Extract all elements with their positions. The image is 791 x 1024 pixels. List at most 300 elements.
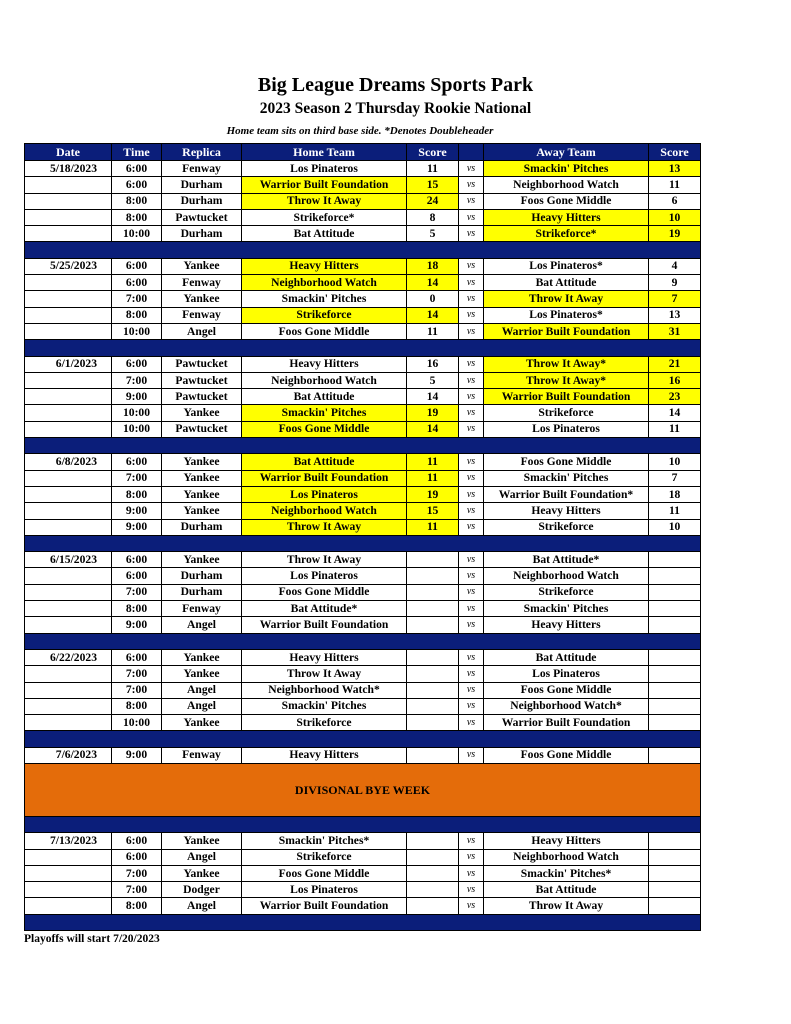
week-separator xyxy=(25,535,701,551)
home-score xyxy=(407,715,459,731)
home-score xyxy=(407,649,459,665)
game-row xyxy=(25,258,701,274)
game-time: 7:00 xyxy=(112,291,162,307)
col-home-score: Score xyxy=(407,144,459,161)
away-team: Heavy Hitters xyxy=(484,209,649,225)
game-replica: Durham xyxy=(162,519,242,535)
home-score xyxy=(407,584,459,600)
away-team: Heavy Hitters xyxy=(484,503,649,519)
home-team: Heavy Hitters xyxy=(242,356,407,372)
col-home-team: Home Team xyxy=(242,144,407,161)
game-row xyxy=(25,584,701,600)
away-team: Strikeforce xyxy=(484,405,649,421)
game-row xyxy=(25,486,701,502)
game-row xyxy=(25,161,701,177)
game-row xyxy=(25,307,701,323)
away-team: Heavy Hitters xyxy=(484,833,649,849)
game-time: 10:00 xyxy=(112,421,162,437)
week-separator xyxy=(25,731,701,747)
vs-label: vs xyxy=(459,601,484,617)
away-team: Foos Gone Middle xyxy=(484,682,649,698)
game-date: 6/22/2023 xyxy=(25,649,112,665)
home-score xyxy=(407,552,459,568)
game-time: 8:00 xyxy=(112,601,162,617)
game-replica: Yankee xyxy=(162,833,242,849)
away-score: 18 xyxy=(649,486,701,502)
home-team: Foos Gone Middle xyxy=(242,421,407,437)
away-team: Smackin' Pitches xyxy=(484,161,649,177)
away-score: 21 xyxy=(649,356,701,372)
vs-label: vs xyxy=(459,405,484,421)
game-replica: Dodger xyxy=(162,882,242,898)
game-replica: Angel xyxy=(162,898,242,914)
week-separator xyxy=(25,914,701,930)
game-time: 6:00 xyxy=(112,454,162,470)
game-date xyxy=(25,177,112,193)
home-team: Throw It Away xyxy=(242,552,407,568)
away-score: 10 xyxy=(649,454,701,470)
week-separator xyxy=(25,340,701,356)
home-team: Smackin' Pitches xyxy=(242,291,407,307)
game-replica: Yankee xyxy=(162,258,242,274)
home-score xyxy=(407,898,459,914)
game-date: 7/6/2023 xyxy=(25,747,112,763)
game-date xyxy=(25,226,112,242)
game-time: 10:00 xyxy=(112,715,162,731)
vs-label: vs xyxy=(459,177,484,193)
game-time: 10:00 xyxy=(112,405,162,421)
home-score xyxy=(407,666,459,682)
away-score xyxy=(649,552,701,568)
home-score: 14 xyxy=(407,389,459,405)
home-team: Smackin' Pitches* xyxy=(242,833,407,849)
game-row xyxy=(25,849,701,865)
game-date xyxy=(25,486,112,502)
game-replica: Angel xyxy=(162,617,242,633)
game-date xyxy=(25,209,112,225)
away-team: Smackin' Pitches* xyxy=(484,865,649,881)
game-time: 7:00 xyxy=(112,865,162,881)
game-replica: Yankee xyxy=(162,715,242,731)
col-replica: Replica xyxy=(162,144,242,161)
game-date xyxy=(25,666,112,682)
home-score: 15 xyxy=(407,503,459,519)
game-time: 8:00 xyxy=(112,486,162,502)
col-away-score: Score xyxy=(649,144,701,161)
page-subtitle: 2023 Season 2 Thursday Rookie National xyxy=(259,100,532,117)
game-date xyxy=(25,898,112,914)
game-replica: Pawtucket xyxy=(162,389,242,405)
game-date xyxy=(25,682,112,698)
game-replica: Durham xyxy=(162,226,242,242)
home-score: 19 xyxy=(407,486,459,502)
schedule-table xyxy=(24,143,701,931)
game-time: 10:00 xyxy=(112,226,162,242)
away-score xyxy=(649,865,701,881)
home-team: Bat Attitude* xyxy=(242,601,407,617)
away-score xyxy=(649,849,701,865)
game-row xyxy=(25,682,701,698)
game-row xyxy=(25,715,701,731)
game-replica: Angel xyxy=(162,849,242,865)
game-row xyxy=(25,421,701,437)
away-team: Bat Attitude xyxy=(484,649,649,665)
game-time: 6:00 xyxy=(112,568,162,584)
game-time: 10:00 xyxy=(112,323,162,339)
game-row xyxy=(25,833,701,849)
home-team: Los Pinateros xyxy=(242,161,407,177)
away-team: Throw It Away* xyxy=(484,372,649,388)
vs-label: vs xyxy=(459,833,484,849)
game-date: 6/1/2023 xyxy=(25,356,112,372)
vs-label: vs xyxy=(459,470,484,486)
game-row xyxy=(25,865,701,881)
game-row xyxy=(25,275,701,291)
away-team: Los Pinateros xyxy=(484,666,649,682)
away-team: Neighborhood Watch xyxy=(484,849,649,865)
home-team: Heavy Hitters xyxy=(242,258,407,274)
away-score xyxy=(649,747,701,763)
home-score xyxy=(407,698,459,714)
game-replica: Yankee xyxy=(162,291,242,307)
vs-label: vs xyxy=(459,258,484,274)
away-score: 11 xyxy=(649,177,701,193)
game-time: 7:00 xyxy=(112,372,162,388)
away-score: 13 xyxy=(649,161,701,177)
away-team: Neighborhood Watch xyxy=(484,177,649,193)
game-date xyxy=(25,470,112,486)
game-time: 7:00 xyxy=(112,882,162,898)
away-team: Strikeforce* xyxy=(484,226,649,242)
home-team: Throw It Away xyxy=(242,666,407,682)
away-score xyxy=(649,833,701,849)
game-row xyxy=(25,882,701,898)
vs-label: vs xyxy=(459,503,484,519)
col-away-team: Away Team xyxy=(484,144,649,161)
away-team: Los Pinateros* xyxy=(484,307,649,323)
col-date: Date xyxy=(25,144,112,161)
home-team: Neighborhood Watch xyxy=(242,275,407,291)
away-score xyxy=(649,617,701,633)
home-team: Foos Gone Middle xyxy=(242,323,407,339)
game-time: 8:00 xyxy=(112,193,162,209)
vs-label: vs xyxy=(459,682,484,698)
away-score xyxy=(649,898,701,914)
game-replica: Pawtucket xyxy=(162,209,242,225)
vs-label: vs xyxy=(459,356,484,372)
game-time: 7:00 xyxy=(112,666,162,682)
game-time: 6:00 xyxy=(112,177,162,193)
home-team: Strikeforce xyxy=(242,307,407,323)
game-time: 6:00 xyxy=(112,649,162,665)
game-row xyxy=(25,226,701,242)
away-team: Foos Gone Middle xyxy=(484,454,649,470)
vs-label: vs xyxy=(459,307,484,323)
home-team: Los Pinateros xyxy=(242,882,407,898)
game-date xyxy=(25,882,112,898)
vs-label: vs xyxy=(459,568,484,584)
game-row xyxy=(25,898,701,914)
home-score: 14 xyxy=(407,421,459,437)
away-score: 6 xyxy=(649,193,701,209)
away-score: 23 xyxy=(649,389,701,405)
playoffs-note: Playoffs will start 7/20/2023 xyxy=(24,933,160,945)
home-team: Neighborhood Watch xyxy=(242,372,407,388)
away-team: Throw It Away xyxy=(484,898,649,914)
home-score xyxy=(407,882,459,898)
home-team: Heavy Hitters xyxy=(242,747,407,763)
game-row xyxy=(25,323,701,339)
home-team: Smackin' Pitches xyxy=(242,405,407,421)
game-row xyxy=(25,389,701,405)
game-date xyxy=(25,698,112,714)
home-score xyxy=(407,682,459,698)
away-team: Smackin' Pitches xyxy=(484,470,649,486)
vs-label: vs xyxy=(459,715,484,731)
game-time: 9:00 xyxy=(112,617,162,633)
game-replica: Fenway xyxy=(162,601,242,617)
vs-label: vs xyxy=(459,617,484,633)
schedule-body xyxy=(25,161,701,931)
game-time: 7:00 xyxy=(112,584,162,600)
vs-label: vs xyxy=(459,747,484,763)
home-team: Foos Gone Middle xyxy=(242,865,407,881)
game-time: 7:00 xyxy=(112,682,162,698)
away-score xyxy=(649,715,701,731)
game-time: 6:00 xyxy=(112,161,162,177)
away-score: 10 xyxy=(649,519,701,535)
game-time: 6:00 xyxy=(112,552,162,568)
game-date: 6/15/2023 xyxy=(25,552,112,568)
game-replica: Fenway xyxy=(162,275,242,291)
away-score: 13 xyxy=(649,307,701,323)
game-row xyxy=(25,372,701,388)
vs-label: vs xyxy=(459,666,484,682)
away-score: 7 xyxy=(649,291,701,307)
game-date xyxy=(25,275,112,291)
home-team: Bat Attitude xyxy=(242,389,407,405)
home-score: 11 xyxy=(407,519,459,535)
away-score: 14 xyxy=(649,405,701,421)
game-date xyxy=(25,617,112,633)
game-date xyxy=(25,389,112,405)
game-row xyxy=(25,209,701,225)
game-time: 9:00 xyxy=(112,389,162,405)
game-date xyxy=(25,307,112,323)
game-date xyxy=(25,584,112,600)
game-row xyxy=(25,356,701,372)
game-date xyxy=(25,323,112,339)
vs-label: vs xyxy=(459,372,484,388)
away-team: Strikeforce xyxy=(484,519,649,535)
away-score: 11 xyxy=(649,421,701,437)
home-team: Neighborhood Watch xyxy=(242,503,407,519)
vs-label: vs xyxy=(459,421,484,437)
game-replica: Yankee xyxy=(162,454,242,470)
home-score xyxy=(407,865,459,881)
game-time: 8:00 xyxy=(112,698,162,714)
home-team: Strikeforce* xyxy=(242,209,407,225)
home-team: Warrior Built Foundation xyxy=(242,617,407,633)
game-date xyxy=(25,372,112,388)
game-replica: Pawtucket xyxy=(162,372,242,388)
vs-label: vs xyxy=(459,898,484,914)
away-score: 7 xyxy=(649,470,701,486)
home-score: 16 xyxy=(407,356,459,372)
vs-label: vs xyxy=(459,275,484,291)
game-time: 9:00 xyxy=(112,747,162,763)
game-replica: Yankee xyxy=(162,470,242,486)
game-replica: Yankee xyxy=(162,666,242,682)
vs-label: vs xyxy=(459,519,484,535)
page-title: Big League Dreams Sports Park xyxy=(257,74,534,96)
away-team: Bat Attitude* xyxy=(484,552,649,568)
home-score: 11 xyxy=(407,323,459,339)
game-row xyxy=(25,503,701,519)
game-row xyxy=(25,747,701,763)
home-team: Bat Attitude xyxy=(242,454,407,470)
away-score xyxy=(649,568,701,584)
game-row xyxy=(25,291,701,307)
game-time: 6:00 xyxy=(112,849,162,865)
game-date xyxy=(25,503,112,519)
game-time: 8:00 xyxy=(112,307,162,323)
away-score: 11 xyxy=(649,503,701,519)
game-row xyxy=(25,552,701,568)
game-row xyxy=(25,405,701,421)
home-team: Warrior Built Foundation xyxy=(242,898,407,914)
home-score xyxy=(407,833,459,849)
game-date: 7/13/2023 xyxy=(25,833,112,849)
game-replica: Angel xyxy=(162,323,242,339)
home-team: Strikeforce xyxy=(242,715,407,731)
game-replica: Durham xyxy=(162,568,242,584)
away-team: Throw It Away xyxy=(484,291,649,307)
week-separator xyxy=(25,438,701,454)
game-date: 6/8/2023 xyxy=(25,454,112,470)
home-score xyxy=(407,747,459,763)
home-team: Throw It Away xyxy=(242,193,407,209)
game-date xyxy=(25,568,112,584)
away-score xyxy=(649,649,701,665)
vs-label: vs xyxy=(459,698,484,714)
col-vs xyxy=(459,144,484,161)
game-time: 8:00 xyxy=(112,898,162,914)
home-team: Neighborhood Watch* xyxy=(242,682,407,698)
away-score xyxy=(649,698,701,714)
away-score: 31 xyxy=(649,323,701,339)
home-score: 5 xyxy=(407,226,459,242)
away-score: 16 xyxy=(649,372,701,388)
home-team: Strikeforce xyxy=(242,849,407,865)
game-time: 6:00 xyxy=(112,833,162,849)
game-replica: Fenway xyxy=(162,747,242,763)
home-score xyxy=(407,568,459,584)
game-time: 6:00 xyxy=(112,275,162,291)
game-date: 5/18/2023 xyxy=(25,161,112,177)
home-team: Los Pinateros xyxy=(242,486,407,502)
away-score xyxy=(649,666,701,682)
week-separator xyxy=(25,633,701,649)
game-date: 5/25/2023 xyxy=(25,258,112,274)
game-replica: Fenway xyxy=(162,161,242,177)
vs-label: vs xyxy=(459,209,484,225)
vs-label: vs xyxy=(459,193,484,209)
week-separator xyxy=(25,816,701,832)
game-row xyxy=(25,454,701,470)
game-time: 6:00 xyxy=(112,356,162,372)
game-replica: Yankee xyxy=(162,865,242,881)
away-score xyxy=(649,882,701,898)
game-replica: Yankee xyxy=(162,552,242,568)
game-time: 9:00 xyxy=(112,519,162,535)
schedule-note: Home team sits on third base side. *Denotes Doubleheader xyxy=(226,125,494,137)
game-row xyxy=(25,601,701,617)
game-row xyxy=(25,519,701,535)
game-row xyxy=(25,177,701,193)
col-time: Time xyxy=(112,144,162,161)
home-score: 5 xyxy=(407,372,459,388)
home-score xyxy=(407,617,459,633)
vs-label: vs xyxy=(459,226,484,242)
away-team: Foos Gone Middle xyxy=(484,193,649,209)
away-score: 4 xyxy=(649,258,701,274)
away-team: Warrior Built Foundation xyxy=(484,715,649,731)
game-date xyxy=(25,865,112,881)
away-score xyxy=(649,584,701,600)
header-row xyxy=(25,144,701,161)
away-team: Bat Attitude xyxy=(484,882,649,898)
home-team: Los Pinateros xyxy=(242,568,407,584)
game-date xyxy=(25,193,112,209)
game-replica: Fenway xyxy=(162,307,242,323)
home-team: Heavy Hitters xyxy=(242,649,407,665)
away-score xyxy=(649,601,701,617)
home-score: 8 xyxy=(407,209,459,225)
game-replica: Pawtucket xyxy=(162,421,242,437)
home-score: 11 xyxy=(407,161,459,177)
away-team: Warrior Built Foundation* xyxy=(484,486,649,502)
away-team: Neighborhood Watch* xyxy=(484,698,649,714)
away-team: Foos Gone Middle xyxy=(484,747,649,763)
game-row xyxy=(25,193,701,209)
game-time: 8:00 xyxy=(112,209,162,225)
game-time: 6:00 xyxy=(112,258,162,274)
away-team: Warrior Built Foundation xyxy=(484,323,649,339)
game-replica: Durham xyxy=(162,584,242,600)
game-row xyxy=(25,470,701,486)
vs-label: vs xyxy=(459,849,484,865)
vs-label: vs xyxy=(459,389,484,405)
home-team: Throw It Away xyxy=(242,519,407,535)
away-team: Los Pinateros xyxy=(484,421,649,437)
vs-label: vs xyxy=(459,882,484,898)
week-separator xyxy=(25,242,701,258)
game-date xyxy=(25,715,112,731)
home-score: 19 xyxy=(407,405,459,421)
vs-label: vs xyxy=(459,486,484,502)
game-date xyxy=(25,421,112,437)
home-team: Smackin' Pitches xyxy=(242,698,407,714)
game-replica: Durham xyxy=(162,193,242,209)
vs-label: vs xyxy=(459,584,484,600)
home-team: Warrior Built Foundation xyxy=(242,470,407,486)
vs-label: vs xyxy=(459,291,484,307)
game-row xyxy=(25,568,701,584)
home-team: Bat Attitude xyxy=(242,226,407,242)
away-team: Smackin' Pitches xyxy=(484,601,649,617)
game-date xyxy=(25,291,112,307)
